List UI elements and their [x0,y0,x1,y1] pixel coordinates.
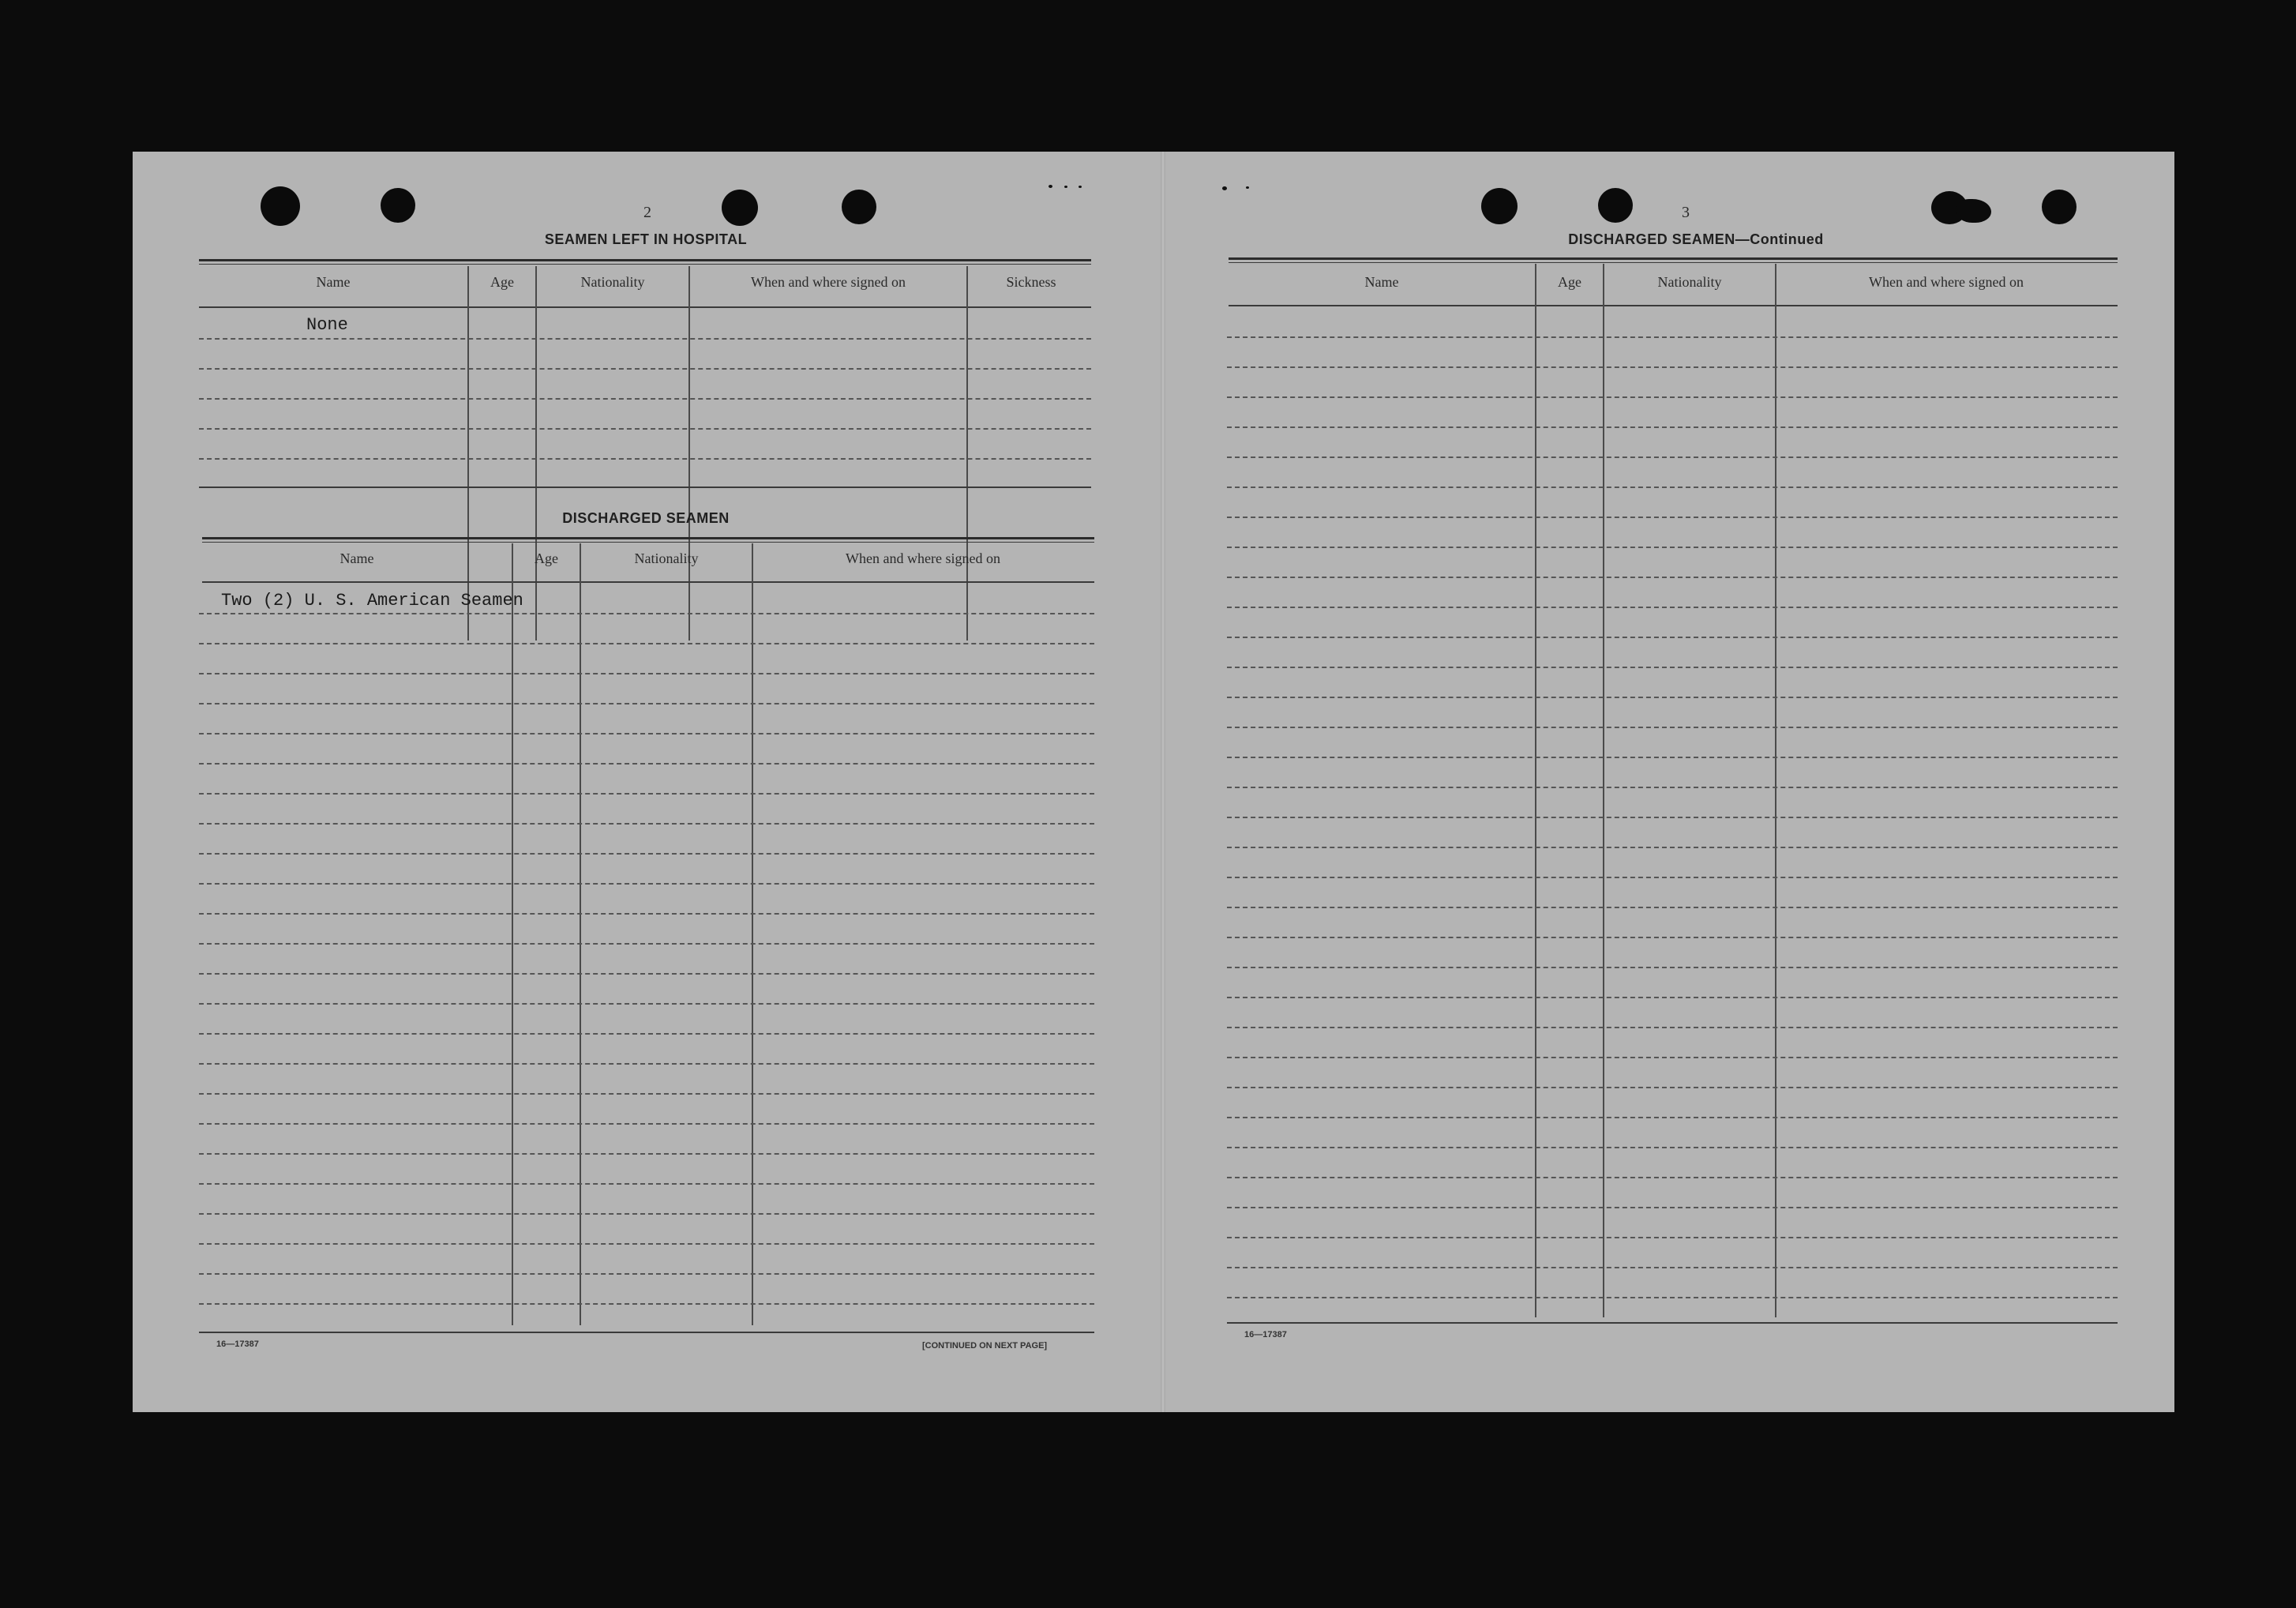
column-header-age: Age [1558,274,1581,290]
table-row [1227,1237,2118,1238]
table-row [199,763,1094,765]
rule [199,306,1091,308]
column-header-age: Age [490,274,514,290]
table-row [1227,1177,2118,1178]
table-row [199,1093,1094,1095]
table-row [1227,1207,2118,1208]
table-row [1227,456,2118,458]
table-row [199,793,1094,795]
table-row [1227,1267,2118,1268]
table-row [1227,877,2118,878]
column-divider [535,266,537,641]
punch-hole [1481,188,1518,224]
rule [202,581,1094,583]
table-row [199,1123,1094,1125]
table-row [1227,517,2118,518]
punch-hole [261,186,300,226]
title-text: DISCHARGED SEAMEN—Continued [1568,231,1824,247]
table-row [1227,396,2118,398]
column-header-signed-on: When and where signed on [751,274,906,290]
speck [1064,186,1067,188]
table-row [1227,997,2118,998]
table-row [199,398,1091,400]
table-row [199,823,1094,825]
discharged-entry: Two (2) U. S. American Seamen [221,591,523,611]
table-row [1227,937,2118,938]
rule [199,259,1091,261]
punch-hole [1598,188,1633,223]
column-header-name: Name [316,274,351,290]
column-divider [966,266,968,641]
form-number: 16—17387 [216,1339,259,1349]
rule [199,487,1091,488]
rule [199,264,1091,265]
table-row [1227,697,2118,698]
speck [1049,185,1052,188]
scanned-document [133,152,2174,1412]
page-number: 2 [643,204,651,221]
column-divider [1603,264,1604,1317]
table-row [1227,847,2118,848]
punch-hole [2042,190,2077,224]
table-row [199,883,1094,885]
rule [1229,305,2118,306]
table-row [1227,366,2118,368]
table-row [1227,907,2118,908]
table-row [1227,667,2118,668]
rule [1227,1322,2118,1324]
table-row [199,1063,1094,1065]
table-row [199,943,1094,945]
punch-hole [842,190,876,224]
column-divider [1535,264,1536,1317]
speck [1246,186,1249,189]
table-row [199,973,1094,975]
rule [1229,257,2118,260]
table-row [1227,487,2118,488]
center-fold [1161,152,1165,1412]
table-row [199,1303,1094,1305]
table-row [1227,1087,2118,1088]
table-row [1227,967,2118,968]
table-row [199,1273,1094,1275]
column-divider [580,543,581,1325]
column-header-sickness: Sickness [1006,274,1056,290]
table-row [199,458,1091,460]
punch-hole [722,190,758,226]
form-number: 16—17387 [1244,1330,1287,1339]
table-row [1227,607,2118,608]
table-row [1227,1297,2118,1298]
table-row [199,703,1094,704]
table-row [199,1003,1094,1005]
hospital-entry: None [306,315,348,335]
column-header-nationality: Nationality [580,274,645,290]
table-row [1227,787,2118,788]
column-divider [1775,264,1776,1317]
table-row [199,733,1094,734]
table-row [1227,727,2118,728]
column-header-nationality: Nationality [1657,274,1722,290]
column-header-signed-on: When and where signed on [1869,274,2024,290]
column-header-name: Name [340,550,374,566]
punch-hole [381,188,415,223]
column-header-nationality: Nationality [634,550,699,566]
rule [199,1332,1094,1333]
column-divider [512,543,513,1325]
column-divider [688,266,690,641]
table-row [1227,637,2118,638]
table-row [199,673,1094,674]
table-row [199,613,1094,614]
table-row [199,1243,1094,1245]
table-row [199,913,1094,915]
table-row [199,368,1091,370]
rule [1229,262,2118,263]
table-row [1227,757,2118,758]
table-row [1227,1057,2118,1058]
table-row [199,1213,1094,1215]
table-row [199,643,1094,644]
table-row [1227,547,2118,548]
table-row [199,853,1094,855]
column-divider [752,543,753,1325]
table-row [1227,1147,2118,1148]
table-row [199,428,1091,430]
table-row [1227,1117,2118,1118]
column-header-age: Age [535,550,558,566]
table-row [1227,817,2118,818]
speck [1079,186,1082,188]
rule [202,537,1094,539]
column-divider [467,266,469,641]
discharged-section-title: DISCHARGED SEAMEN [562,510,730,526]
page-number: 3 [1682,204,1690,221]
table-row [199,338,1091,340]
table-row [199,1153,1094,1155]
table-row [1227,426,2118,428]
hospital-section-title: SEAMEN LEFT IN HOSPITAL [544,231,748,247]
table-row [1227,336,2118,338]
column-header-name: Name [1364,274,1399,290]
table-row [199,1183,1094,1185]
continued-note: [CONTINUED ON NEXT PAGE] [922,1341,1048,1351]
table-row [1227,577,2118,578]
table-row [1227,1027,2118,1028]
speck [1222,186,1227,190]
discharged-continued-title [1530,231,1862,248]
punch-hole [1956,199,1991,223]
rule [202,542,1094,543]
column-header-signed-on: When and where signed on [846,550,1000,566]
table-row [199,1033,1094,1035]
